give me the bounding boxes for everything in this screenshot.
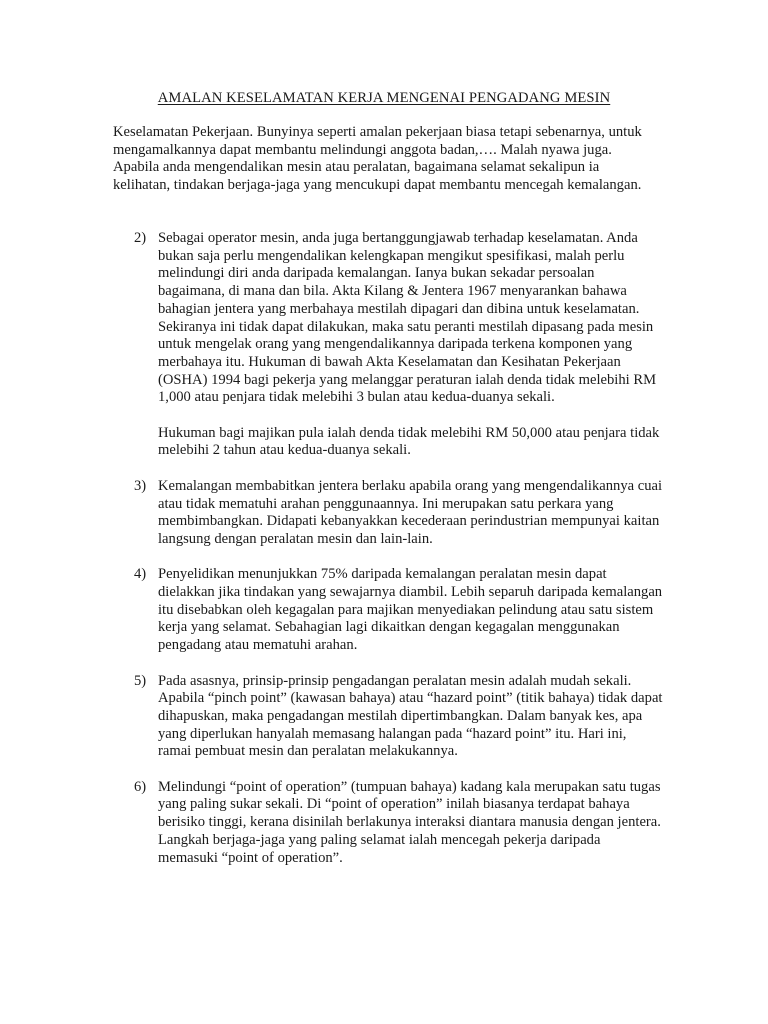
list-item <box>113 779 663 868</box>
list-item-paragraph: Pada asasnya, prinsip-prinsip pengadangan peralatan mesin adalah mudah sekali. Apabila “pinch point” (kawasan bahaya) atau “hazard point” (titik bahaya) tidak dapat dihapuskan, maka pengadangan mestilah dipertimbangkan. Dalam banyak kes, apa yang diperlukan hanyalah memasang halangan pada “hazard point” itu. Hari ini, ramai pembuat mesin dan peralatan melakukannya. <box>158 672 663 760</box>
list-item-number: 2) <box>134 230 147 246</box>
document-title: AMALAN KESELAMATAN KERJA MENGENAI PENGADANG MESIN <box>157 90 611 106</box>
list-item <box>113 230 663 460</box>
list-item <box>113 478 663 549</box>
list-item-paragraph: Melindungi “point of operation” (tumpuan bahaya) kadang kala merupakan satu tugas yang paling sukar sekali. Di “point of operation” inilah biasanya terdapat bahaya berisiko tinggi, kerana disinilah berlakunya interaksi diantara manusia dengan jentera. Langkah berjaga-jaga yang paling selamat ialah mencegah pekerja daripada memasuki “point of operation”. <box>158 778 661 866</box>
list-item-paragraph: Hukuman bagi majikan pula ialah denda tidak melebihi RM 50,000 atau penjara tidak melebihi 2 tahun atau kedua-duanya sekali. <box>158 424 660 459</box>
list-item-paragraph: Kemalangan membabitkan jentera berlaku apabila orang yang mengendalikannya cuai atau tidak mematuhi arahan penggunaannya. Ini merupakan satu perkara yang membimbangkan. Didapati kebanyakkan kecederaan perindustrian mempunyai kaitan langsung dengan peralatan mesin dan lain-lain. <box>158 477 663 547</box>
intro-paragraph: Keselamatan Pekerjaan. Bunyinya seperti amalan pekerjaan biasa tetapi sebenarnya, untuk mengamalkannya dapat membantu melindungi anggota badan,…. Malah nyawa juga. Apabila anda mengendalikan mesin atau peralatan, bagaimana selamat sekalipun ia kelihatan, tindakan berjaga-jaga yang mencukupi dapat membantu mencegah kemalangan. <box>113 124 642 194</box>
numbered-list <box>113 230 663 867</box>
list-item-paragraph: Sebagai operator mesin, anda juga bertanggungjawab terhadap keselamatan. Anda bukan saja perlu mengendalikan kelengkapan mengikut spesifikasi, malah perlu melindungi diri anda daripada kemalangan. Ianya bukan sekadar persoalan bagaimana, di mana dan bila. Akta Kilang & Jentera 1967 menyarankan bahawa bahagian jentera yang merbahaya mestilah dipagari dan dibina untuk keselamatan. Sekiranya ini tidak dapat dilakukan, maka satu peranti mestilah dipasang pada mesin untuk mengelak orang yang mengendalikannya daripada terkena komponen yang merbahaya itu. Hukuman di bawah Akta Keselamatan dan Kesihatan Pekerjaan (OSHA) 1994 bagi pekerja yang melanggar peraturan ialah denda tidak melebihi RM 1,000 atau penjara tidak melebihi 3 bulan atau kedua-duanya sekali. <box>158 230 657 406</box>
list-item <box>113 673 663 762</box>
list-item-number: 6) <box>134 778 147 795</box>
list-item <box>113 566 663 655</box>
list-item-number: 5) <box>134 672 147 689</box>
list-item-paragraph: Penyelidikan menunjukkan 75% daripada kemalangan peralatan mesin dapat dielakkan jika tindakan yang sewajarnya diambil. Lebih separuh daripada kemalangan itu disebabkan oleh kegagalan para majikan menyediakan pelindung atau satu sistem kerja yang selamat. Sebahagian lagi dikaitkan dengan kegagalan menggunakan pengadang atau mematuhi arahan. <box>158 566 663 654</box>
list-item-number: 4) <box>134 566 147 583</box>
list-item-number: 3) <box>134 477 147 494</box>
